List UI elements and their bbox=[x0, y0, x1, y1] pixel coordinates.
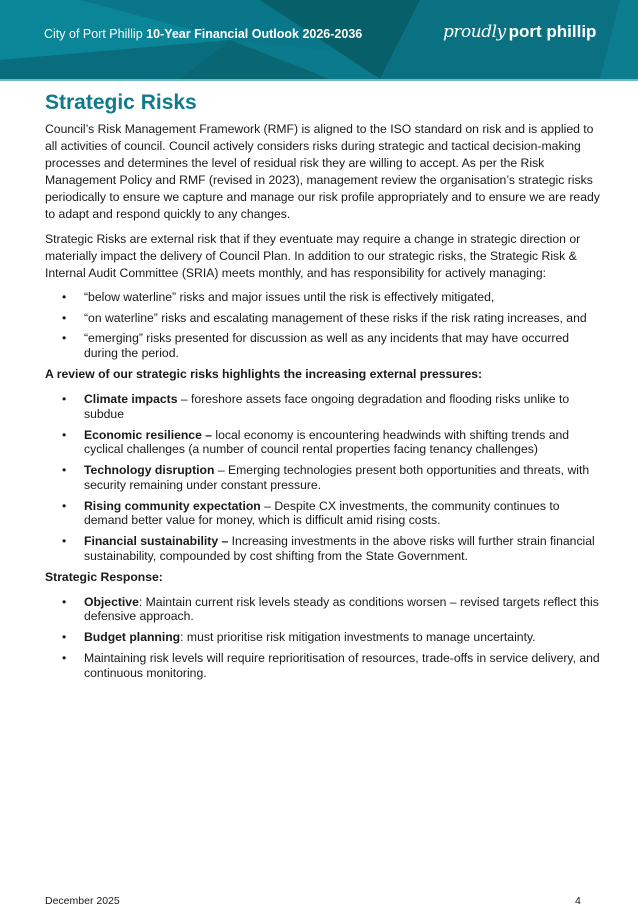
separator: – bbox=[177, 392, 192, 406]
page-content bbox=[45, 90, 600, 687]
list-item bbox=[45, 534, 600, 563]
item-label: Technology disruption bbox=[84, 463, 215, 477]
item-label: Climate impacts bbox=[84, 392, 178, 406]
page-number: 4 bbox=[575, 895, 581, 907]
logo-bold-text: port phillip bbox=[508, 22, 597, 41]
list-item bbox=[45, 651, 600, 680]
item-text: must prioritise risk mitigation investments to manage uncertainty. bbox=[186, 630, 536, 644]
footer-date: December 2025 bbox=[45, 895, 120, 907]
proudly-port-phillip-logo bbox=[443, 22, 596, 42]
intro-paragraph: Council’s Risk Management Framework (RMF) is aligned to the ISO standard on risk and is applied to all activities of council. Council actively considers risks during strategic and tactical decision-making processes and determines the level of residual risk they are willing to accept. As per the Risk Management Policy and RMF (revised in 2023), management review the organisation’s strategic risks periodically to ensure we capture and manage our risk profile appropriately and to ensure we are ready to adapt and respond quickly to any changes. bbox=[45, 122, 600, 221]
item-label: Financial sustainability – bbox=[84, 534, 229, 548]
item-label: Economic resilience – bbox=[84, 427, 213, 442]
list-item: • “emerging” risks presented for discussion as well as any incidents that may have occurred during the period. bbox=[45, 331, 600, 360]
header-banner bbox=[0, 0, 638, 79]
response-heading: Strategic Response: bbox=[45, 569, 163, 584]
list-item bbox=[45, 428, 600, 457]
list-item bbox=[45, 499, 600, 528]
item-text: Increasing investments in the above risks will further strain financial sustainability, compounded by cost shifting from the State Government. bbox=[84, 534, 595, 563]
list-item bbox=[45, 392, 600, 421]
separator: : bbox=[138, 594, 146, 609]
item-text: Emerging technologies present both opportunities and threats, with security remaining under constant pressure. bbox=[84, 463, 590, 492]
separator: – bbox=[214, 463, 229, 477]
item-text: Maintain current risk levels steady as conditions worsen – revised targets reflect this defensive approach. bbox=[84, 594, 599, 623]
sria-list bbox=[45, 290, 600, 360]
list-item bbox=[45, 463, 600, 492]
banner-divider bbox=[0, 79, 638, 81]
item-label: Objective bbox=[84, 594, 139, 609]
item-text: Maintaining risk levels will require reprioritisation of resources, trade-offs in service delivery, and continuous monitoring. bbox=[84, 651, 600, 680]
list-item: • “below waterline” risks and major issues until the risk is effectively mitigated, bbox=[45, 290, 600, 305]
item-label: Rising community expectation bbox=[84, 498, 261, 513]
item-label: Budget planning bbox=[84, 630, 181, 644]
list-item bbox=[45, 630, 600, 645]
item-text: local economy is encountering headwinds with shifting trends and cyclical challenges (a number of council rental properties facing tenancy challenges) bbox=[84, 427, 570, 456]
page-heading: Strategic Risks bbox=[45, 91, 197, 114]
separator: : bbox=[180, 630, 187, 644]
title-prefix: City of Port Phillip bbox=[44, 27, 143, 41]
document-title bbox=[44, 27, 362, 41]
pressures-list bbox=[45, 392, 600, 563]
response-list bbox=[45, 595, 600, 681]
list-item bbox=[45, 595, 600, 624]
review-heading: A review of our strategic risks highlights the increasing external pressures: bbox=[45, 367, 483, 381]
strategic-risks-paragraph: Strategic Risks are external risk that if they eventuate may require a change in strategic direction or materially impact the delivery of Council Plan. In addition to our strategic risks, the Strategic Risk & Internal Audit Committee (SRIA) meets monthly, and has responsibility for actively managing: bbox=[45, 232, 581, 280]
separator: – bbox=[260, 498, 275, 513]
list-item: • “on waterline” risks and escalating management of these risks if the risk rating increases, and bbox=[45, 311, 600, 326]
item-text: Despite CX investments, the community continues to demand better value for money, which is difficult amid rising costs. bbox=[84, 498, 560, 527]
item-text: foreshore assets face ongoing degradation and flooding risks unlike to subdue bbox=[84, 392, 570, 421]
title-bold: 10-Year Financial Outlook 2026-2036 bbox=[146, 27, 363, 41]
logo-script-text: proudly bbox=[443, 22, 506, 42]
